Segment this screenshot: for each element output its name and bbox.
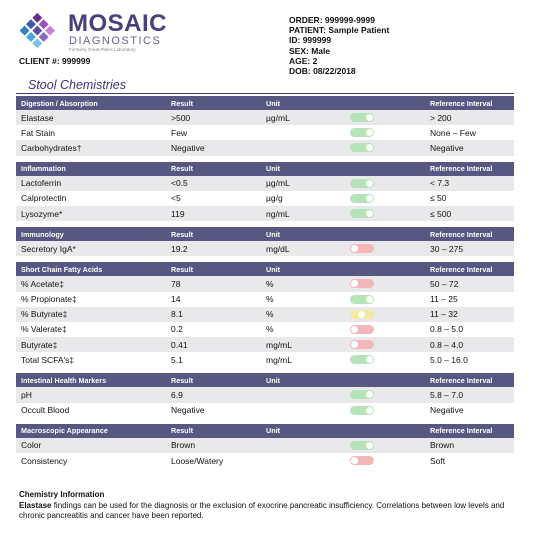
test-name: Total SCFA's‡ — [21, 354, 75, 365]
status-knob — [366, 114, 373, 121]
test-unit: µg/mL — [266, 112, 290, 123]
patient-id: ID: 999999 — [289, 35, 332, 46]
test-result: Brown — [171, 440, 196, 451]
column-reference: Reference Interval — [430, 229, 493, 239]
status-knob — [366, 129, 373, 136]
column-reference: Reference Interval — [430, 164, 493, 174]
column-result: Result — [171, 98, 193, 108]
column-unit: Unit — [266, 98, 280, 108]
reference-interval: > 200 — [430, 112, 452, 123]
test-name: Color — [21, 440, 42, 451]
test-unit: mg/mL — [266, 339, 292, 350]
table-row — [16, 241, 514, 256]
patient-sex: SEX: Male — [289, 45, 331, 56]
client-number: CLIENT #: 999999 — [19, 56, 91, 66]
test-result: 119 — [171, 208, 185, 219]
status-indicator — [350, 406, 374, 415]
reference-interval: < 7.3 — [430, 178, 450, 189]
section-header — [16, 227, 514, 241]
table-row — [16, 387, 514, 402]
status-indicator — [350, 295, 374, 304]
test-name: Occult Blood — [21, 405, 70, 416]
table-row — [16, 292, 514, 307]
patient-age: AGE: 2 — [289, 55, 318, 66]
status-indicator — [350, 128, 374, 137]
table-row — [16, 276, 514, 291]
test-name: % Butyrate‡ — [21, 309, 68, 320]
test-result: 6.9 — [171, 390, 183, 401]
column-status — [348, 96, 430, 110]
reference-interval: Brown — [430, 440, 455, 451]
test-result: 14 — [171, 294, 181, 305]
status-cell — [348, 307, 430, 322]
section-header — [16, 162, 514, 176]
status-knob — [366, 407, 373, 414]
test-result: <5 — [171, 193, 181, 204]
status-knob — [358, 311, 365, 318]
status-indicator — [350, 325, 374, 334]
column-reference: Reference Interval — [430, 98, 493, 108]
section-header — [16, 424, 514, 438]
column-unit: Unit — [266, 164, 280, 174]
status-indicator — [350, 390, 374, 399]
table-row — [16, 403, 514, 418]
table-row — [16, 176, 514, 191]
status-cell — [348, 140, 430, 155]
column-status — [348, 373, 430, 387]
column-status — [348, 424, 430, 438]
test-name: Elastase — [21, 112, 54, 123]
test-unit: % — [266, 294, 274, 305]
status-knob — [351, 245, 358, 252]
reference-interval: Soft — [430, 455, 446, 466]
logo-mosaic-icon — [18, 13, 64, 51]
status-cell — [348, 352, 430, 367]
table-row — [16, 191, 514, 206]
table-row — [16, 438, 514, 453]
status-indicator — [350, 279, 374, 288]
section-header — [16, 373, 514, 387]
status-cell — [348, 206, 430, 221]
column-status — [348, 262, 430, 276]
logo-name: MOSAIC — [68, 10, 167, 37]
status-indicator — [350, 179, 374, 188]
reference-interval: 5.8 – 7.0 — [430, 390, 464, 401]
column-result: Result — [171, 426, 193, 436]
test-result: Negative — [171, 142, 205, 153]
column-status — [348, 227, 430, 241]
status-knob — [366, 195, 373, 202]
reference-interval: 0.8 – 5.0 — [430, 324, 464, 335]
column-result: Result — [171, 375, 193, 385]
results-tables — [16, 96, 514, 474]
test-result: 5.1 — [171, 354, 183, 365]
test-result: 0.2 — [171, 324, 183, 335]
test-result: Negative — [171, 405, 205, 416]
logo-tagline: Formerly Great Plains Laboratory — [69, 47, 136, 52]
section-title: Immunology — [21, 229, 64, 239]
test-name: Carbohydrates† — [21, 142, 82, 153]
test-result: Loose/Watery — [171, 455, 224, 466]
test-result: 8.1 — [171, 309, 183, 320]
test-result: 78 — [171, 278, 181, 289]
column-result: Result — [171, 164, 193, 174]
reference-interval: 11 – 25 — [430, 294, 458, 305]
status-cell — [348, 241, 430, 256]
status-indicator — [350, 456, 374, 465]
column-unit: Unit — [266, 375, 280, 385]
status-knob — [366, 356, 373, 363]
test-result: >500 — [171, 112, 191, 123]
section-title: Intestinal Health Markers — [21, 375, 107, 385]
test-unit: µg/mL — [266, 178, 290, 189]
test-name: Fat Stain — [21, 127, 56, 138]
section-header — [16, 262, 514, 276]
test-unit: µg/g — [266, 193, 283, 204]
table-row — [16, 453, 514, 468]
reference-interval: ≤ 50 — [430, 193, 447, 204]
section-intestinal-health-markers — [16, 373, 514, 417]
table-row — [16, 322, 514, 337]
test-unit: mg/dL — [266, 243, 290, 254]
test-unit: % — [266, 324, 274, 335]
test-name: Lactoferrin — [21, 178, 62, 189]
test-name: Secretory IgA* — [21, 243, 76, 254]
column-unit: Unit — [266, 229, 280, 239]
status-cell — [348, 453, 430, 468]
chemistry-info-title: Chemistry Information — [19, 490, 105, 499]
reference-interval: 30 – 275 — [430, 243, 464, 254]
table-row — [16, 125, 514, 140]
logo-subtitle: DIAGNOSTICS — [69, 35, 162, 47]
status-cell — [348, 403, 430, 418]
test-unit: % — [266, 278, 274, 289]
patient-dob: DOB: 08/22/2018 — [289, 66, 356, 77]
report-title: Stool Chemistries — [28, 78, 126, 92]
table-row — [16, 307, 514, 322]
status-indicator — [350, 310, 374, 319]
test-name: Butyrate‡ — [21, 339, 58, 350]
status-cell — [348, 276, 430, 291]
mosaic-logo — [18, 11, 178, 53]
patient-info — [289, 15, 389, 76]
column-reference: Reference Interval — [430, 375, 493, 385]
status-cell — [348, 191, 430, 206]
status-knob — [366, 180, 373, 187]
status-indicator — [350, 441, 374, 450]
status-cell — [348, 176, 430, 191]
status-indicator — [350, 209, 374, 218]
status-knob — [351, 341, 358, 348]
test-result: <0.5 — [171, 178, 188, 189]
test-name: % Acetate‡ — [21, 278, 65, 289]
reference-interval: 50 – 72 — [430, 278, 459, 289]
section-title: Short Chain Fatty Acids — [21, 264, 103, 274]
section-macroscopic-appearance — [16, 424, 514, 468]
status-indicator — [350, 244, 374, 253]
status-knob — [366, 442, 373, 449]
status-cell — [348, 438, 430, 453]
test-name: Lysozyme* — [21, 208, 63, 219]
title-divider — [16, 93, 514, 94]
test-unit: mg/mL — [266, 354, 292, 365]
test-result: 19.2 — [171, 243, 188, 254]
status-knob — [366, 144, 373, 151]
status-cell — [348, 125, 430, 140]
reference-interval: None – Few — [430, 127, 476, 138]
test-name: pH — [21, 390, 32, 401]
test-name: Calprotectin — [21, 193, 67, 204]
order-number: ORDER: 999999-9999 — [289, 15, 375, 25]
status-indicator — [350, 113, 374, 122]
status-indicator — [350, 194, 374, 203]
patient-name: PATIENT: Sample Patient — [289, 25, 390, 36]
reference-interval: ≤ 500 — [430, 208, 452, 219]
test-unit: ng/mL — [266, 208, 290, 219]
column-result: Result — [171, 264, 193, 274]
chemistry-info-body: findings can be used for the diagnosis or the exclusion of exocrine pancreatic insufficiency. Correlations between low levels and chronic pancreatitis and cancer have been reported. — [19, 501, 505, 520]
reference-interval: Negative — [430, 142, 464, 153]
status-knob — [351, 457, 358, 464]
table-row — [16, 352, 514, 367]
column-result: Result — [171, 229, 193, 239]
section-title: Macroscopic Appearance — [21, 426, 108, 436]
section-title: Inflammation — [21, 164, 66, 174]
status-knob — [351, 280, 358, 287]
status-indicator — [350, 143, 374, 152]
reference-interval: Negative — [430, 405, 464, 416]
status-knob — [366, 391, 373, 398]
reference-interval: 0.8 – 4.0 — [430, 339, 464, 350]
status-knob — [366, 296, 373, 303]
section-title: Digestion / Absorption — [21, 98, 98, 108]
status-cell — [348, 387, 430, 402]
table-row — [16, 206, 514, 221]
test-unit: % — [266, 309, 274, 320]
section-immunology — [16, 227, 514, 256]
status-indicator — [350, 355, 374, 364]
status-cell — [348, 110, 430, 125]
reference-interval: 11 – 32 — [430, 309, 458, 320]
section-digestion-absorption — [16, 96, 514, 156]
status-cell — [348, 337, 430, 352]
section-inflammation — [16, 162, 514, 222]
test-result: 0.41 — [171, 339, 188, 350]
column-unit: Unit — [266, 426, 280, 436]
table-row — [16, 337, 514, 352]
test-name: % Valerate‡ — [21, 324, 67, 335]
status-cell — [348, 322, 430, 337]
chemistry-info-text — [19, 501, 519, 521]
section-short-chain-fatty-acids — [16, 262, 514, 367]
test-name: Consistency — [21, 455, 68, 466]
status-knob — [366, 210, 373, 217]
status-indicator — [350, 340, 374, 349]
table-row — [16, 140, 514, 155]
table-row — [16, 110, 514, 125]
column-unit: Unit — [266, 264, 280, 274]
reference-interval: 5.0 – 16.0 — [430, 354, 468, 365]
test-result: Few — [171, 127, 188, 138]
section-header — [16, 96, 514, 110]
column-reference: Reference Interval — [430, 264, 493, 274]
test-name: % Propionate‡ — [21, 294, 77, 305]
status-knob — [351, 326, 358, 333]
status-cell — [348, 292, 430, 307]
column-status — [348, 162, 430, 176]
chemistry-info-keyword: Elastase — [19, 501, 52, 510]
column-reference: Reference Interval — [430, 426, 493, 436]
